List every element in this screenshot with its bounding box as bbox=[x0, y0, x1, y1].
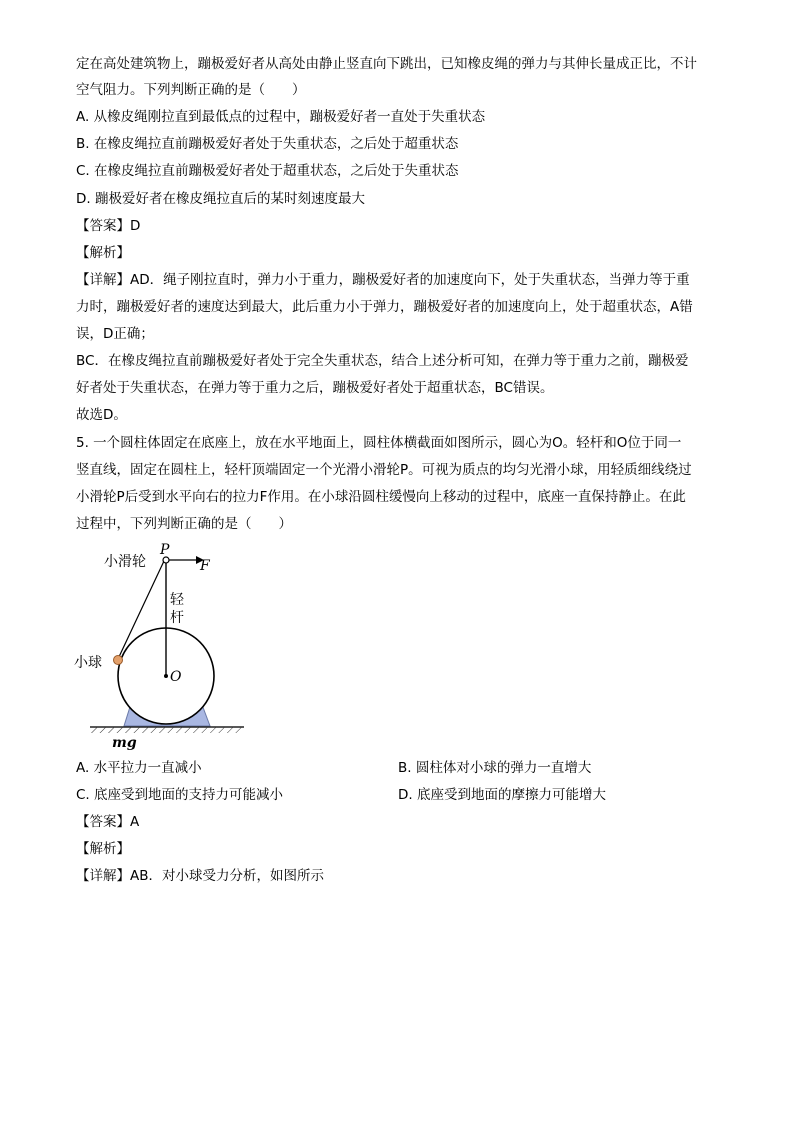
q4-analysis-heading: 【解析】 bbox=[76, 245, 130, 261]
label-o: O bbox=[170, 669, 182, 685]
ground-hatch bbox=[90, 727, 244, 733]
q4-detail-line2: 力时，蹦极爱好者的速度达到最大，此后重力小于弹力，蹦极爱好者的加速度向上，处于超重状态，A错 bbox=[76, 299, 693, 315]
label-rod-2: 杆 bbox=[170, 610, 184, 626]
q4-stem-line2: 空气阻力。下列判断正确的是（ ） bbox=[76, 82, 306, 98]
label-pulley: 小滑轮 bbox=[104, 554, 146, 570]
q4-answer: 【答案】D bbox=[76, 218, 141, 234]
q4-detail-line5: 好者处于失重状态，在弹力等于重力之后，蹦极爱好者处于超重状态，BC错误。 bbox=[76, 380, 554, 396]
q5-option-b: B. 圆柱体对小球的弹力一直增大 bbox=[398, 760, 592, 776]
q4-detail-line3: 误，D正确； bbox=[76, 326, 154, 342]
q5-option-a: A. 水平拉力一直减小 bbox=[76, 760, 202, 776]
q5-stem-line3: 小滑轮P后受到水平向右的拉力F作用。在小球沿圆柱缓慢向上移动的过程中，底座一直保持静止。在此 bbox=[76, 489, 686, 505]
ball-icon bbox=[114, 656, 123, 665]
center-dot bbox=[164, 674, 168, 678]
q4-stem-line1: 定在高处建筑物上，蹦极爱好者从高处由静止竖直向下跳出，已知橡皮绳的弹力与其伸长量成正比，不计 bbox=[76, 56, 697, 72]
q4-option-c: C. 在橡皮绳拉直前蹦极爱好者处于超重状态，之后处于失重状态 bbox=[76, 163, 459, 179]
q4-detail-line1: 【详解】AD．绳子刚拉直时，弹力小于重力，蹦极爱好者的加速度向下，处于失重状态，当弹力等于重 bbox=[76, 272, 690, 288]
label-f: F bbox=[200, 558, 210, 574]
q4-conclusion: 故选D。 bbox=[76, 407, 127, 423]
label-mg: mg bbox=[112, 735, 137, 751]
q5-analysis-heading: 【解析】 bbox=[76, 841, 130, 857]
q5-detail-line1: 【详解】AB．对小球受力分析，如图所示 bbox=[76, 868, 324, 884]
label-rod-1: 轻 bbox=[170, 592, 184, 608]
q5-figure bbox=[72, 540, 252, 752]
q5-answer: 【答案】A bbox=[76, 814, 140, 830]
q4-option-b: B. 在橡皮绳拉直前蹦极爱好者处于失重状态，之后处于超重状态 bbox=[76, 136, 459, 152]
q5-option-d: D. 底座受到地面的摩擦力可能增大 bbox=[398, 787, 606, 803]
q5-stem-line1: 5. 一个圆柱体固定在底座上，放在水平地面上，圆柱体横截面如图所示，圆心为O。轻杆和O位于同一 bbox=[76, 435, 682, 451]
q5-option-c: C. 底座受到地面的支持力可能减小 bbox=[76, 787, 284, 803]
label-p: P bbox=[160, 542, 170, 558]
q4-option-d: D. 蹦极爱好者在橡皮绳拉直后的某时刻速度最大 bbox=[76, 191, 365, 207]
q4-option-a: A. 从橡皮绳刚拉直到最低点的过程中，蹦极爱好者一直处于失重状态 bbox=[76, 109, 486, 125]
q4-detail-line4: BC．在橡皮绳拉直前蹦极爱好者处于完全失重状态，结合上述分析可知，在弹力等于重力之前，蹦极爱 bbox=[76, 353, 689, 369]
q5-stem-line4: 过程中，下列判断正确的是（ ） bbox=[76, 516, 292, 532]
label-ball: 小球 bbox=[74, 655, 102, 671]
q5-stem-line2: 竖直线，固定在圆柱上，轻杆顶端固定一个光滑小滑轮P。可视为质点的均匀光滑小球，用轻质细线绕过 bbox=[76, 462, 692, 478]
